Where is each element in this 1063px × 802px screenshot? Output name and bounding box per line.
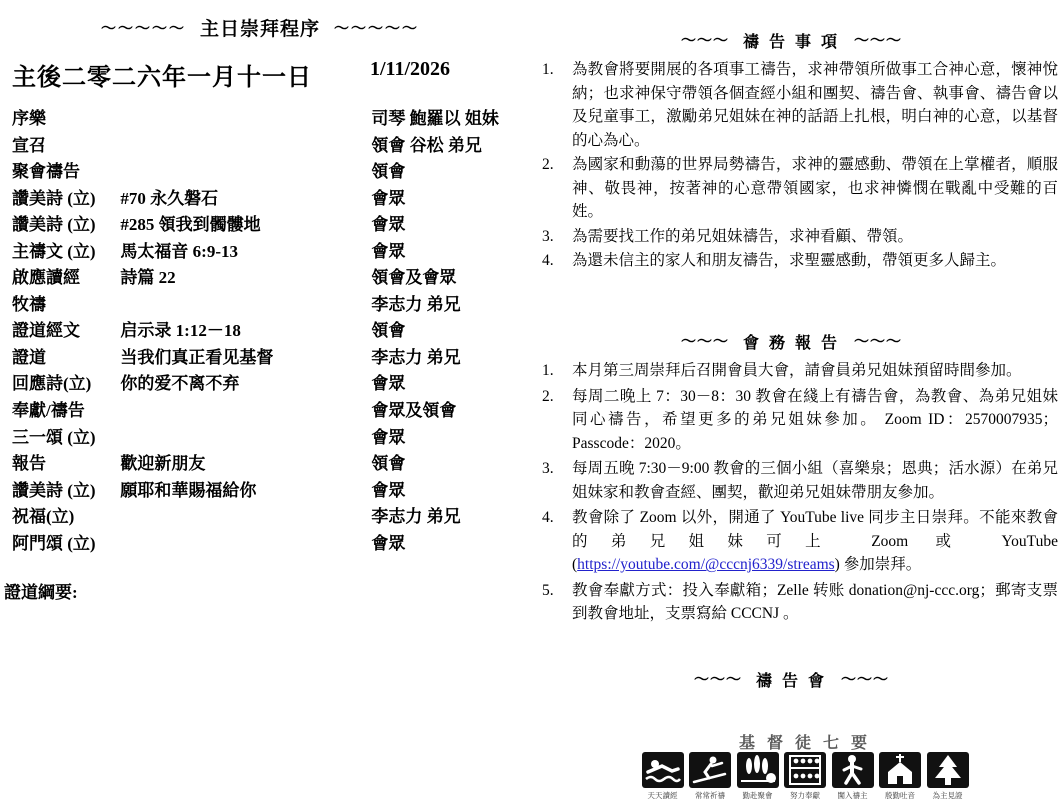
table-row <box>12 478 512 505</box>
tree-icon <box>927 752 969 788</box>
swimming-icon <box>642 752 684 788</box>
order-item: 讚美詩 (立) <box>12 215 96 235</box>
essential-cell <box>640 752 685 801</box>
table-row <box>12 504 512 531</box>
essential-cell <box>925 752 970 801</box>
service-date-chinese: 主後二零二六年一月十一日 <box>12 65 312 91</box>
table-row <box>12 451 512 478</box>
table-row <box>12 425 512 452</box>
order-item: 證道 <box>12 347 46 367</box>
church-icon <box>879 752 921 788</box>
list-number: 2. <box>542 387 554 405</box>
business-section-heading <box>520 330 1063 353</box>
youtube-stream-link[interactable]: https://youtube.com/@cccnj6339/streams <box>577 556 835 574</box>
table-row <box>12 212 512 239</box>
order-item: 牧禱 <box>12 294 46 314</box>
order-detail <box>120 504 371 531</box>
prayer-section-heading <box>520 29 1063 52</box>
list-item-text: 為還未信主的家人和朋友禱告，求聖靈感動，帶領更多人歸主。 <box>572 252 1007 270</box>
prayer-section-title: 禱 告 事 項 <box>742 34 840 51</box>
essential-cell <box>878 752 923 801</box>
list-item <box>538 249 1058 273</box>
order-item: 三一頌 (立) <box>12 427 96 447</box>
list-item-text: 本月第三周崇拜后召開會員大會，請會員弟兄姐妹預留時間參加。 <box>572 362 1022 379</box>
essential-cell <box>830 752 875 801</box>
service-date-numeric: 1/11/2026 <box>370 58 451 80</box>
order-of-service-table <box>12 106 512 557</box>
list-item <box>538 58 1058 152</box>
decoration-right: 〜〜〜 <box>854 33 903 49</box>
decoration-left: 〜〜〜 <box>680 334 729 350</box>
order-item: 回應詩(立) <box>12 374 92 394</box>
order-detail <box>120 133 371 160</box>
seven-essentials-icons <box>640 752 970 801</box>
order-item: 讚美詩 (立) <box>12 188 96 208</box>
order-item: 阿門頌 (立) <box>12 533 96 553</box>
announcements-column <box>520 0 1063 802</box>
walking-icon <box>832 752 874 788</box>
list-number: 3. <box>542 460 554 478</box>
list-number: 1. <box>542 362 554 379</box>
decoration-left: 〜〜〜 <box>693 672 742 688</box>
order-who: 李志力 弟兄 <box>371 294 461 314</box>
order-who: 領會 谷松 弟兄 <box>371 135 482 155</box>
service-order-column <box>0 0 520 802</box>
list-item-text: 為國家和動蕩的世界局勢禱告，求神的靈感動、帶領在上掌權者，順服神、敬畏神，按著神的心意帶領國家，也求神憐憫在戰亂中受難的百姓。 <box>572 156 1058 221</box>
order-detail <box>120 425 371 452</box>
list-item-text-before: 教會除了 Zoom 以外，開通了 YouTube live 同步主日崇拜。不能來教會的弟兄姐妹可上 Zoom 或 YouTube ( <box>572 509 1058 574</box>
list-item <box>538 457 1058 504</box>
order-who: 會眾 <box>371 188 406 208</box>
order-detail <box>120 159 371 186</box>
list-item <box>538 385 1058 456</box>
order-who: 領會及會眾 <box>371 268 457 288</box>
list-number: 1. <box>542 61 554 78</box>
order-item: 啟應讀經 <box>12 268 80 288</box>
order-item: 證道經文 <box>12 321 80 341</box>
seven-essentials-graphic <box>640 730 970 802</box>
order-detail: 詩篇 22 <box>120 268 176 288</box>
abacus-icon <box>784 752 826 788</box>
essential-caption: 努力奉獻 <box>790 791 820 800</box>
list-item-text: 教會奉獻方式：投入奉獻箱；Zelle 转账 donation@nj-ccc.org；郵寄支票到教會地址，支票寫給 CCCNJ 。 <box>572 581 1058 623</box>
essential-caption: 殷勤吐音 <box>885 791 915 800</box>
table-row <box>12 239 512 266</box>
order-detail <box>120 398 371 425</box>
order-detail <box>120 292 371 319</box>
order-detail: #70 永久磐石 <box>120 188 219 208</box>
order-who: 領會 <box>371 454 406 474</box>
bowling-icon <box>737 752 779 788</box>
list-number: 4. <box>542 252 554 270</box>
prayer-meeting-section-heading <box>520 668 1063 691</box>
order-item: 報告 <box>12 454 46 474</box>
essential-caption: 勤赴聚會 <box>742 791 773 800</box>
list-item <box>538 579 1058 626</box>
table-row <box>12 292 512 319</box>
list-number: 5. <box>542 581 554 599</box>
essential-cell <box>783 752 828 801</box>
essential-caption: 天天讀經 <box>647 791 678 800</box>
essential-caption: 闖入禱主 <box>837 791 868 800</box>
list-item <box>538 506 1058 577</box>
order-detail: 你的爱不离不弃 <box>120 374 240 394</box>
table-row <box>12 371 512 398</box>
list-item <box>538 225 1058 249</box>
sermon-outline-label: 證道綱要: <box>4 583 78 602</box>
skiing-icon <box>689 752 731 788</box>
order-who: 會眾 <box>371 480 406 500</box>
table-row <box>12 186 512 213</box>
page-title: 主日崇拜程序 <box>199 19 320 40</box>
order-item: 宣召 <box>12 135 46 155</box>
order-detail <box>120 531 371 558</box>
list-item <box>538 153 1058 224</box>
table-row <box>12 265 512 292</box>
list-number: 4. <box>542 509 554 527</box>
order-item: 奉獻/禱告 <box>12 401 85 421</box>
order-who: 會眾 <box>371 427 406 447</box>
order-item: 聚會禱告 <box>12 162 80 182</box>
order-who: 司琴 鮑羅以 姐妹 <box>371 109 499 128</box>
list-item <box>538 359 1058 383</box>
list-item-text-after: ) 參加崇拜。 <box>834 556 922 574</box>
order-who: 會眾 <box>371 374 406 394</box>
list-number: 3. <box>542 227 554 245</box>
order-detail: 歡迎新朋友 <box>120 454 206 474</box>
prayer-items-list <box>538 58 1058 274</box>
order-item: 序樂 <box>12 109 46 128</box>
list-item-text: 為教會將要開展的各項事工禱告，求神帶領所做事工合神心意，懷神悅納；也求神保守帶領各個查經小組和團契、禱告會、執事會、禱告會以及兒童事工，激勵弟兄姐妹在神的話語上扎根，明白神的心意，以基督的心為心。 <box>572 61 1058 149</box>
order-who: 會眾 <box>371 241 406 261</box>
decoration-right: 〜〜〜 <box>854 334 903 350</box>
order-who: 領會 <box>371 162 406 182</box>
essential-caption: 常常祈禱 <box>695 791 725 800</box>
decoration-right: 〜〜〜〜〜 <box>334 21 420 37</box>
order-item: 讚美詩 (立) <box>12 480 96 500</box>
table-row <box>12 106 512 133</box>
order-who: 會眾 <box>371 215 406 235</box>
order-who: 李志力 弟兄 <box>371 507 461 527</box>
essential-caption: 為主見證 <box>932 791 963 800</box>
essential-cell <box>735 752 780 801</box>
order-who: 會眾及領會 <box>371 401 457 421</box>
order-item: 祝福(立) <box>12 507 75 527</box>
order-detail: #285 領我到髑髏地 <box>120 215 261 235</box>
order-item: 主禱文 (立) <box>12 241 96 261</box>
bulletin-header <box>0 14 520 41</box>
list-item-text: 每周二晚上 7：30－8：30 教會在綫上有禱告會，為教會、為弟兄姐妹同心禱告，希望更多的弟兄姐妹參加。 Zoom ID：2570007935；Passcode：2020。 <box>572 387 1058 452</box>
order-detail <box>120 106 371 133</box>
decoration-left: 〜〜〜 <box>680 33 729 49</box>
business-items-list <box>538 359 1058 628</box>
decoration-left: 〜〜〜〜〜 <box>100 21 186 37</box>
order-who: 領會 <box>371 321 406 341</box>
table-row <box>12 531 512 558</box>
order-detail: 願耶和華賜福給你 <box>120 480 257 500</box>
seven-essentials-title: 基 督 徒 七 要 <box>738 735 871 752</box>
business-section-title: 會 務 報 告 <box>742 335 840 352</box>
table-row <box>12 159 512 186</box>
order-detail: 当我们真正看见基督 <box>120 347 274 367</box>
table-row <box>12 133 512 160</box>
order-detail: 启示录 1:12－18 <box>120 321 241 341</box>
table-row <box>12 318 512 345</box>
prayer-meeting-title: 禱 告 會 <box>755 673 827 690</box>
decoration-right: 〜〜〜 <box>841 672 890 688</box>
list-item-text: 每周五晚 7:30－9:00 教會的三個小組（喜樂泉；恩典；活水源）在弟兄姐妹家和教會查經、團契，歡迎弟兄姐妹帶朋友參加。 <box>572 460 1058 501</box>
table-row <box>12 398 512 425</box>
order-detail: 馬太福音 6:9-13 <box>120 241 238 261</box>
list-item-text: 為需要找工作的弟兄姐妹禱告，求神看顧、帶領。 <box>572 227 914 245</box>
list-number: 2. <box>542 156 554 174</box>
essential-cell <box>688 752 733 801</box>
order-who: 會眾 <box>371 533 406 553</box>
table-row <box>12 345 512 372</box>
order-who: 李志力 弟兄 <box>371 347 461 367</box>
